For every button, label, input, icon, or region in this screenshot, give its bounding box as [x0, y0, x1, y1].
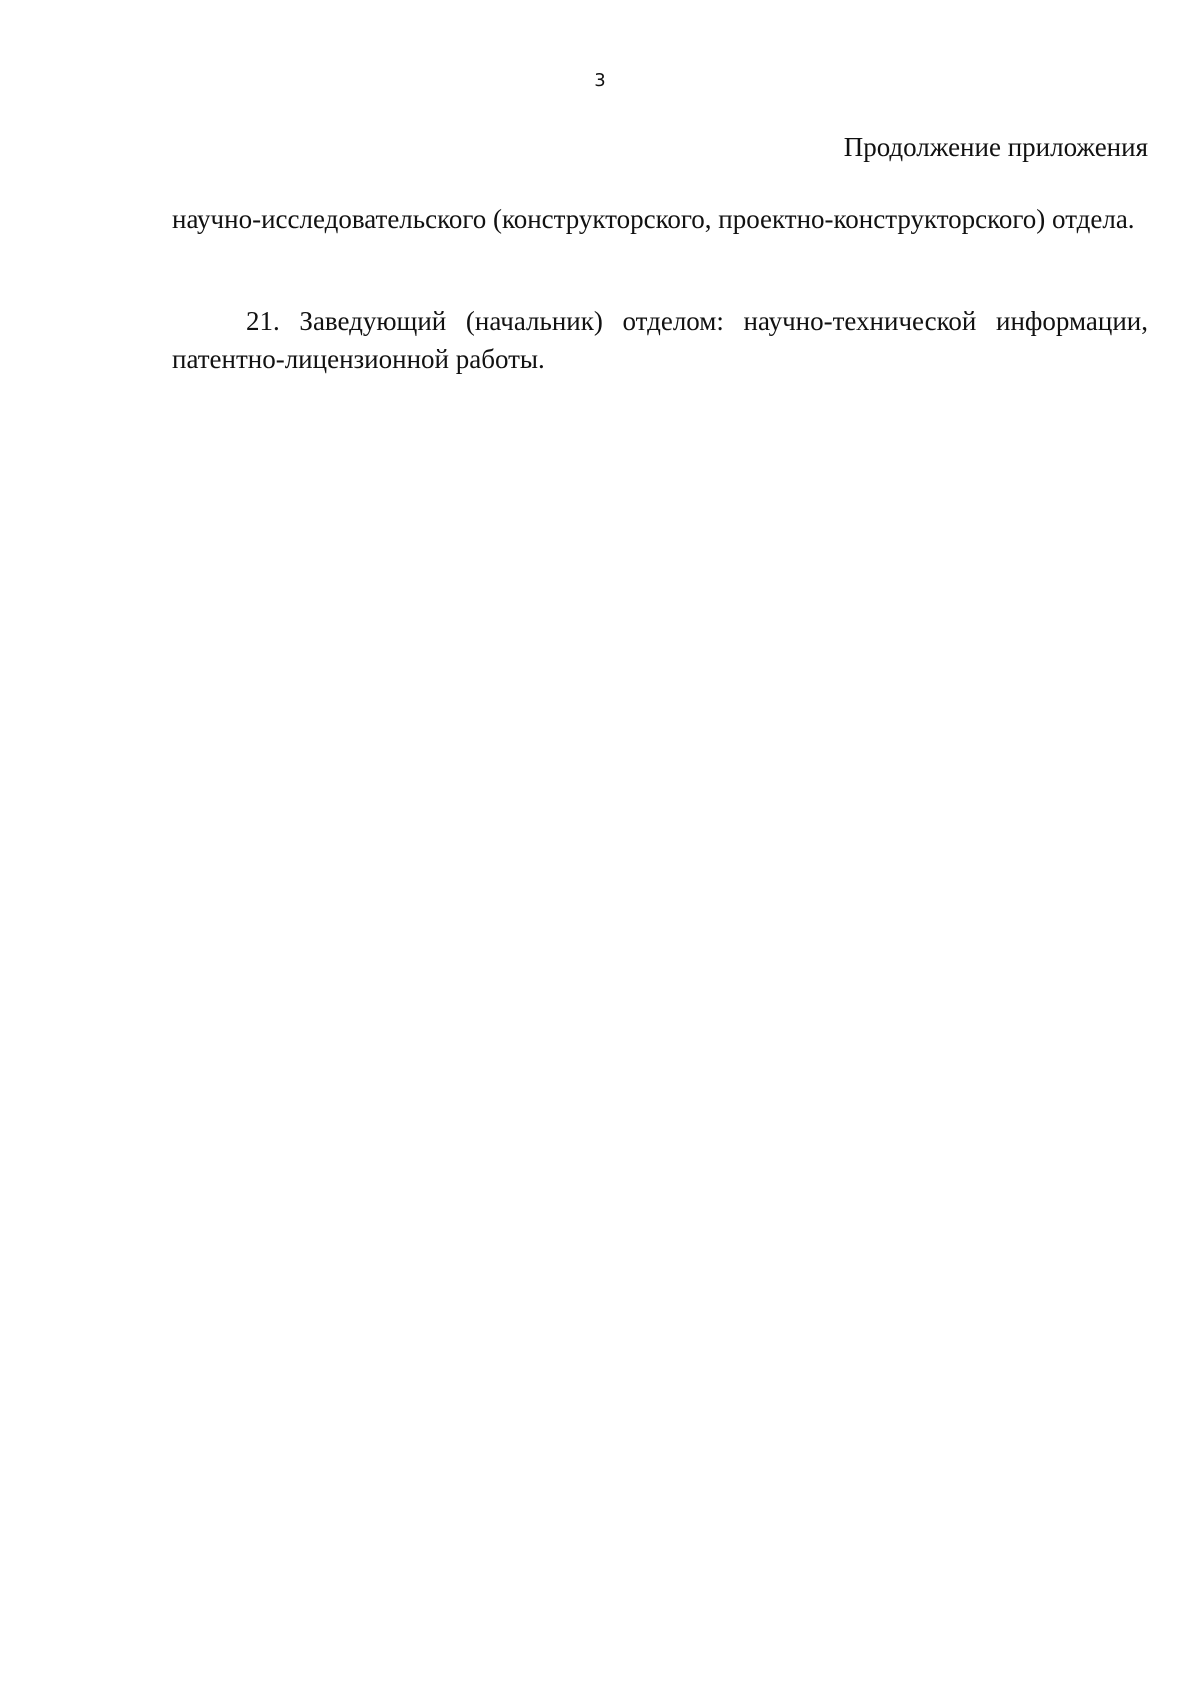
continuation-heading: Продолжение приложения	[843, 132, 1148, 162]
body-paragraph: научно-исследовательского (конструкторского, проектно-конструкторского) отдела.	[172, 204, 1135, 234]
body-paragraph: 21. Заведующий (начальник) отделом: научно-технической информации, патентно-лицензионной работы.	[172, 306, 1148, 374]
page-number: 3	[594, 70, 606, 91]
